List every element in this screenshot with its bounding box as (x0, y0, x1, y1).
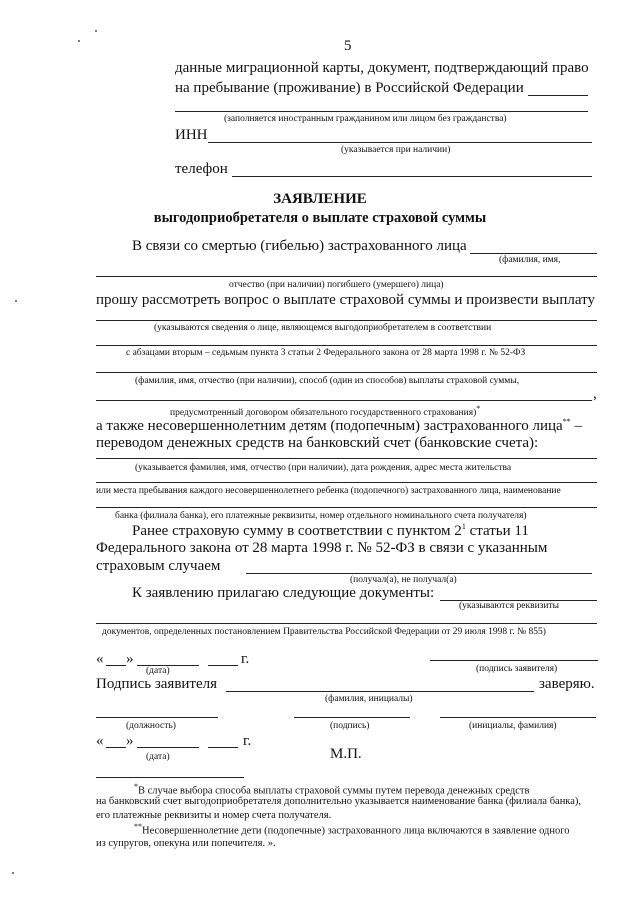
certify-text: заверяю. (539, 676, 595, 692)
date2-open-quote: « (96, 733, 104, 749)
beneficiary-field-4[interactable] (96, 400, 592, 401)
caption-info-4: предусмотренный договором обязательного государственного страхования)* (170, 404, 481, 419)
inn-note: (указывается при наличии) (341, 145, 451, 155)
footnote-divider (96, 777, 244, 778)
death-line: В связи со смертью (гибелью) застрахованного лица (132, 238, 467, 254)
scan-speck (12, 872, 14, 874)
page-number: 5 (344, 38, 352, 54)
caption-child-3: банка (филиала банка), его платежные реквизиты, номер отдельного номинального счета получателя) (115, 511, 527, 521)
doc-subtitle: выгодоприобретателя о выплате страховой суммы (153, 210, 487, 226)
phone-label: телефон (175, 161, 228, 177)
children-field-1[interactable] (96, 458, 597, 459)
official-name-field[interactable] (440, 717, 596, 718)
caption-signature: (подпись) (330, 721, 370, 731)
attach-text: К заявлению прилагаю следующие документы: (132, 585, 435, 601)
footnote-2-line-1: **Несовершеннолетние дети (подопечные) застрахованного лица включаются в заявление одного (134, 822, 570, 837)
migration-data-field[interactable] (175, 111, 588, 112)
applicant-signature-field[interactable] (430, 660, 598, 661)
insured-name-field[interactable] (470, 253, 597, 254)
inn-field[interactable] (208, 142, 592, 143)
beneficiary-field-3[interactable] (96, 372, 597, 373)
phone-field[interactable] (232, 176, 592, 177)
minors-line-2: переводом денежных средств на банковский счет (банковские счета): (96, 435, 539, 451)
paid-line-1: Ранее страховую сумму в соответствии с пунктом $2^1$ статьи 11 (132, 522, 529, 539)
intro-field-line[interactable] (528, 95, 588, 96)
date2-month-field[interactable] (137, 747, 199, 748)
scan-speck (15, 300, 17, 302)
stamp-place: М.П. (330, 746, 362, 762)
caption-attach-1: (указываются реквизиты (459, 601, 560, 611)
caption-name-2: отчество (при наличии) погибшего (умершего) лица) (229, 280, 444, 290)
date2-day-field[interactable] (106, 747, 126, 748)
beneficiary-field-2[interactable] (96, 345, 597, 346)
intro-line-1: данные миграционной карты, документ, подтверждающий право (175, 60, 589, 76)
year2-suffix: г. (243, 733, 252, 749)
scan-speck (78, 40, 80, 42)
caption-date-2: (дата) (146, 752, 170, 762)
beneficiary-field-1[interactable] (96, 320, 597, 321)
position-field[interactable] (96, 717, 218, 718)
caption-applicant-signature: (подпись заявителя) (476, 664, 558, 674)
footnote-1-line-1: *В случае выбора способа выплаты страховой суммы путем перевода денежных средств (134, 782, 530, 797)
caption-attach-2: документов, определенных постановлением Правительства Российской Федерации от 29 июля 1998 г. № 855) (102, 627, 546, 637)
caption-fio-initials: (фамилия, инициалы) (325, 694, 413, 704)
paid-status-field[interactable] (246, 573, 592, 574)
paid-line-3: страховым случаем (96, 558, 221, 574)
comma: , (593, 386, 597, 402)
caption-paid: (получал(а), не получал(а) (350, 575, 457, 585)
scan-speck (95, 30, 97, 32)
insured-name-field-2[interactable] (96, 276, 597, 277)
children-field-3[interactable] (96, 507, 597, 508)
caption-initials-surname: (инициалы, фамилия) (469, 721, 557, 731)
caption-date: (дата) (146, 666, 170, 676)
caption-name-1: (фамилия, имя, (499, 255, 561, 265)
caption-info-1: (указываются сведения о лице, являющемся выгодоприобретателем в соответствии (154, 323, 492, 333)
date2-close-quote: » (126, 733, 134, 749)
date-close-quote: » (126, 651, 134, 667)
applicant-signature-label: Подпись заявителя (96, 676, 218, 692)
footnote-1-line-3: его платежные реквизиты и номер счета получателя. (96, 810, 332, 821)
date-year-field[interactable] (208, 665, 238, 666)
date2-year-field[interactable] (208, 747, 238, 748)
attachments-field-2[interactable] (96, 623, 597, 624)
minors-line-1: а также несовершеннолетним детям (подопечным) застрахованного лица** – (96, 417, 582, 434)
doc-title: ЗАЯВЛЕНИЕ (273, 191, 367, 207)
caption-info-3: (фамилия, имя, отчество (при наличии), способ (один из способов) выплаты страховой суммы, (135, 376, 520, 386)
intro-line-2: на пребывание (проживание) в Российской Федерации (175, 80, 524, 96)
paid-line-2: Федерального закона от 28 марта 1998 г. № 52-ФЗ в связи с указанным (96, 540, 548, 556)
children-field-2[interactable] (96, 482, 597, 483)
caption-position: (должность) (126, 721, 176, 731)
caption-child-2: или места пребывания каждого несовершеннолетнего ребенка (подопечного) застрахованного лица, наименование (96, 486, 561, 496)
official-signature-field[interactable] (294, 717, 410, 718)
inn-label: ИНН (175, 127, 208, 143)
footnote-1-line-2: на банковский счет выгодоприобретателя дополнительно указывается наименование банка (филиала банка), (96, 796, 582, 807)
intro-note: (заполняется иностранным гражданином или лицом без гражданства) (224, 114, 507, 124)
date-open-quote: « (96, 651, 104, 667)
request-text: прошу рассмотреть вопрос о выплате страховой суммы и произвести выплату (96, 292, 595, 308)
year-suffix: г. (241, 651, 250, 667)
footnote-2-line-2: из супругов, опекуна или попечителя. ». (96, 838, 276, 849)
caption-info-2: с абзацами вторым – седьмым пункта 3 статьи 2 Федерального закона от 28 марта 1998 г. № 52-ФЗ (126, 348, 526, 358)
caption-child-1: (указывается фамилия, имя, отчество (при наличии), дата рождения, адрес места жительства (135, 463, 512, 473)
applicant-name-field[interactable] (226, 691, 534, 692)
date-day-field[interactable] (106, 665, 126, 666)
